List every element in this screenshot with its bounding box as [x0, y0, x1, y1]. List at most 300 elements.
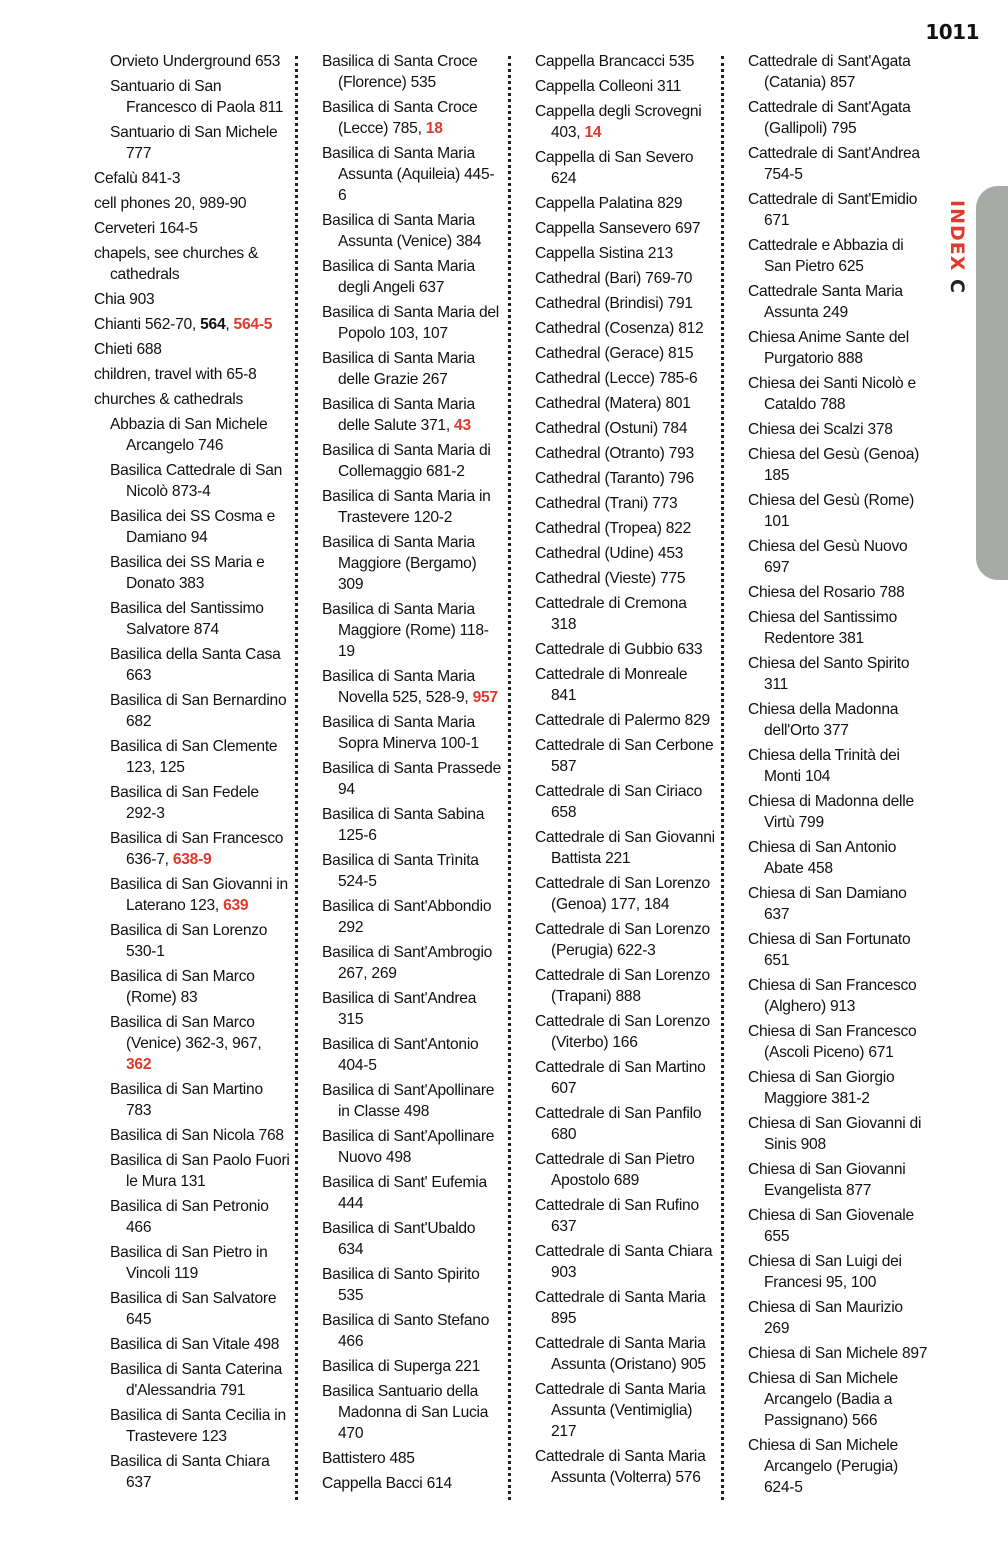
entry-text: Cattedrale di San Lorenzo (Perugia) 622-3: [535, 921, 710, 959]
index-entry: [322, 1126, 502, 1168]
index-entry: [535, 418, 715, 439]
index-subentry: [94, 920, 290, 962]
index-entry: [322, 348, 502, 390]
entry-text: Chiesa del Gesù (Genoa) 185: [748, 446, 920, 484]
entry-text: Basilica di San Francesco 636-7,: [110, 830, 284, 868]
entry-text: Chiesa di San Giovenale 655: [748, 1207, 914, 1245]
index-entry: [535, 393, 715, 414]
entry-text: Cattedrale di Sant'Agata (Catania) 857: [748, 53, 911, 91]
index-entry: [748, 883, 928, 925]
entry-text: Cattedrale di San Lorenzo (Genoa) 177, 184: [535, 875, 710, 913]
entry-text: Basilica di Sant'Antonio 404-5: [322, 1036, 479, 1074]
entry-text: Santuario di San Michele 777: [110, 124, 278, 162]
index-entry: [322, 1310, 502, 1352]
index-subentry: [94, 874, 290, 916]
index-entry: [535, 593, 715, 635]
entry-text: Basilica di San Vitale 498: [110, 1336, 280, 1353]
entry-text: Cattedrale di Monreale 841: [535, 666, 688, 704]
entry-text: Chieti 688: [94, 341, 162, 358]
page-number: 1011: [925, 20, 979, 44]
entry-text: Basilica di Santo Spirito 535: [322, 1266, 480, 1304]
entry-text: Cathedral (Taranto) 796: [535, 470, 694, 487]
index-subentry: [94, 1012, 290, 1075]
entry-text: Basilica di Sant'Apollinare Nuovo 498: [322, 1128, 495, 1166]
index-entry: [322, 804, 502, 846]
index-entry: [94, 193, 290, 214]
index-entry: [322, 599, 502, 662]
index-entry: [322, 210, 502, 252]
index-entry: [535, 1446, 715, 1488]
index-entry: [748, 373, 928, 415]
index-entry: [535, 639, 715, 660]
entry-text: Chiesa del Santo Spirito 311: [748, 655, 910, 693]
index-entry: [322, 942, 502, 984]
column-divider: [295, 56, 298, 1500]
index-entry: [535, 293, 715, 314]
entry-text: Chiesa del Gesù Nuovo 697: [748, 538, 908, 576]
entry-text: Cathedral (Ostuni) 784: [535, 420, 688, 437]
entry-text: Chianti 562-70,: [94, 316, 201, 333]
entry-text: Chiesa del Gesù (Rome) 101: [748, 492, 915, 530]
entry-text: Basilica di Santa Maria in Trastevere 120-2: [322, 488, 491, 526]
entry-text: Battistero 485: [322, 1450, 415, 1467]
entry-text: Cappella di San Severo 624: [535, 149, 694, 187]
entry-text: Basilica di San Giovanni in Laterano 123,: [110, 876, 288, 914]
index-section-label: [942, 200, 972, 320]
index-entry: [322, 1218, 502, 1260]
index-entry: [322, 532, 502, 595]
index-entry: [322, 712, 502, 754]
entry-text: Cattedrale di San Martino 607: [535, 1059, 706, 1097]
index-subentry: [94, 552, 290, 594]
entry-text: Cathedral (Otranto) 793: [535, 445, 694, 462]
index-column-4: [748, 51, 928, 1502]
entry-text: Chiesa di San Fortunato 651: [748, 931, 911, 969]
entry-text: Cattedrale di Santa Chiara 903: [535, 1243, 713, 1281]
index-subentry: [94, 1242, 290, 1284]
entry-text: Basilica di Sant' Eufemia 444: [322, 1174, 487, 1212]
index-entry: [535, 243, 715, 264]
index-entry: [535, 518, 715, 539]
index-entry: [748, 97, 928, 139]
index-entry: [322, 256, 502, 298]
entry-text: Cattedrale di San Cerbone 587: [535, 737, 714, 775]
entry-text: Cattedrale di Palermo 829: [535, 712, 710, 729]
index-entry: [322, 896, 502, 938]
index-entry: [322, 1448, 502, 1469]
entry-text: Chiesa di San Giorgio Maggiore 381-2: [748, 1069, 895, 1107]
entry-text: Chiesa di San Maurizio 269: [748, 1299, 903, 1337]
page-ref-highlight: 564-5: [233, 316, 273, 333]
index-entry: [535, 1195, 715, 1237]
index-entry: [748, 1251, 928, 1293]
index-subentry: [94, 1288, 290, 1330]
entry-text: Basilica Santuario della Madonna di San Lucia 470: [322, 1383, 489, 1442]
entry-text: Chiesa di San Francesco (Ascoli Piceno) 671: [748, 1023, 917, 1061]
index-entry: [535, 101, 715, 143]
entry-text: Basilica di San Paolo Fuori le Mura 131: [110, 1152, 290, 1190]
entry-text: Santuario di San Francesco di Paola 811: [110, 78, 284, 116]
entry-text: Cappella Sistina 213: [535, 245, 674, 262]
index-entry: [748, 607, 928, 649]
index-entry: [748, 837, 928, 879]
index-entry: [322, 850, 502, 892]
index-entry: [535, 568, 715, 589]
index-entry: [94, 218, 290, 239]
column-divider: [508, 56, 511, 1500]
index-entry: [535, 343, 715, 364]
entry-text: Basilica di Sant'Andrea 315: [322, 990, 477, 1028]
index-subentry: [94, 690, 290, 732]
index-entry: [535, 1287, 715, 1329]
index-entry: [748, 929, 928, 971]
index-entry: [535, 218, 715, 239]
entry-text: Cathedral (Matera) 801: [535, 395, 691, 412]
entry-text: Cattedrale di San Panfilo 680: [535, 1105, 702, 1143]
entry-text: Cattedrale di Sant'Andrea 754-5: [748, 145, 920, 183]
index-entry: [322, 666, 502, 708]
page-ref-highlight: 362: [126, 1056, 152, 1073]
index-subentry: [94, 598, 290, 640]
index-entry: [322, 1473, 502, 1494]
entry-text: Basilica di San Salvatore 645: [110, 1290, 277, 1328]
index-column-2: [322, 51, 502, 1498]
index-label-letter: C: [946, 279, 968, 295]
entry-text: Basilica di Santa Trìnita 524-5: [322, 852, 479, 890]
entry-text: Orvieto Underground 653: [110, 53, 281, 70]
index-subentry: [94, 1405, 290, 1447]
entry-text: Cattedrale di Gubbio 633: [535, 641, 703, 658]
page-ref-highlight: 43: [454, 417, 471, 434]
entry-text: chapels, see churches & cathedrals: [94, 245, 259, 283]
index-entry: [748, 189, 928, 231]
entry-text: Basilica di Santa Maria Novella 525, 528-9,: [322, 668, 475, 706]
entry-text: Cattedrale di Cremona 318: [535, 595, 687, 633]
entry-text: Cattedrale e Abbazia di San Pietro 625: [748, 237, 904, 275]
entry-text: Chiesa di San Francesco (Alghero) 913: [748, 977, 917, 1015]
entry-text: Cattedrale di Santa Maria Assunta (Ventimiglia) 217: [535, 1381, 706, 1440]
index-subentry: [94, 736, 290, 778]
entry-text: Cefalù 841-3: [94, 170, 181, 187]
index-entry: [322, 1356, 502, 1377]
index-entry: [748, 444, 928, 486]
index-subentry: [94, 782, 290, 824]
index-subentry: [94, 644, 290, 686]
index-subentry: [94, 460, 290, 502]
entry-text: Chiesa di San Luigi dei Francesi 95, 100: [748, 1253, 902, 1291]
entry-text: Basilica di San Petronio 466: [110, 1198, 269, 1236]
entry-text: Basilica di Santa Maria Maggiore (Bergamo) 309: [322, 534, 477, 593]
entry-text: Cappella Sansevero 697: [535, 220, 701, 237]
index-subentry: [94, 1079, 290, 1121]
index-entry: [748, 1067, 928, 1109]
index-label-word: INDEX: [946, 200, 968, 272]
index-entry: [94, 389, 290, 410]
entry-text: Cathedral (Cosenza) 812: [535, 320, 704, 337]
index-entry: [94, 314, 290, 335]
entry-text: Chiesa di San Damiano 637: [748, 885, 907, 923]
index-entry: [535, 827, 715, 869]
entry-text: Chiesa dei Santi Nicolò e Cataldo 788: [748, 375, 916, 413]
index-entry: [748, 791, 928, 833]
entry-text: Basilica di Santa Maria delle Grazie 267: [322, 350, 475, 388]
entry-text: ,: [225, 316, 234, 333]
index-entry: [535, 543, 715, 564]
index-entry: [535, 1103, 715, 1145]
index-subentry: [94, 1451, 290, 1493]
index-entry: [94, 289, 290, 310]
index-entry: [94, 364, 290, 385]
index-entry: [535, 1149, 715, 1191]
page-ref-bold: 564: [200, 316, 226, 333]
entry-text: Basilica di San Marco (Venice) 362-3, 967,: [110, 1014, 262, 1052]
entry-text: Cattedrale di San Ciriaco 658: [535, 783, 703, 821]
index-entry: [535, 873, 715, 915]
index-entry: [748, 1297, 928, 1339]
entry-text: Basilica di Santa Maria degli Angeli 637: [322, 258, 475, 296]
entry-text: Basilica di Santa Maria Assunta (Venice) 384: [322, 212, 482, 250]
index-entry: [535, 368, 715, 389]
index-entry: [748, 699, 928, 741]
index-entry: [535, 735, 715, 777]
entry-text: Cathedral (Brindisi) 791: [535, 295, 693, 312]
index-subentry: [94, 414, 290, 456]
page-ref-highlight: 957: [472, 689, 498, 706]
page-ref-highlight: 14: [584, 124, 602, 141]
index-entry: [748, 536, 928, 578]
index-entry: [535, 1011, 715, 1053]
index-entry: [322, 97, 502, 139]
entry-text: Abbazia di San Michele Arcangelo 746: [110, 416, 268, 454]
entry-text: Basilica di Santa Chiara 637: [110, 1453, 270, 1491]
index-subentry: [94, 76, 290, 118]
entry-text: Basilica di Sant'Ubaldo 634: [322, 1220, 476, 1258]
entry-text: Basilica di Sant'Ambrogio 267, 269: [322, 944, 493, 982]
entry-text: Cappella Palatina 829: [535, 195, 683, 212]
entry-text: Basilica di San Pietro in Vincoli 119: [110, 1244, 268, 1282]
entry-text: Cathedral (Tropea) 822: [535, 520, 692, 537]
index-subentry: [94, 1359, 290, 1401]
entry-text: Cattedrale di San Rufino 637: [535, 1197, 699, 1235]
entry-text: Basilica di San Marco (Rome) 83: [110, 968, 255, 1006]
entry-text: Cattedrale di San Giovanni Battista 221: [535, 829, 715, 867]
index-subentry: [94, 966, 290, 1008]
index-entry: [748, 419, 928, 440]
index-subentry: [94, 506, 290, 548]
entry-text: Basilica di Santa Prassede 94: [322, 760, 501, 798]
entry-text: Basilica di Santa Maria delle Salute 371,: [322, 396, 475, 434]
index-entry: [535, 268, 715, 289]
entry-text: Cattedrale di San Lorenzo (Trapani) 888: [535, 967, 710, 1005]
entry-text: Chiesa della Trinità dei Monti 104: [748, 747, 900, 785]
entry-text: Basilica di San Lorenzo 530-1: [110, 922, 268, 960]
entry-text: Basilica di Santa Caterina d'Alessandria 791: [110, 1361, 283, 1399]
entry-text: cell phones 20, 989-90: [94, 195, 247, 212]
entry-text: Basilica di Santa Maria di Collemaggio 681-2: [322, 442, 491, 480]
index-subentry: [94, 1150, 290, 1192]
index-subentry: [94, 1196, 290, 1238]
index-entry: [94, 243, 290, 285]
index-entry: [748, 1343, 928, 1364]
entry-text: Basilica di San Clemente 123, 125: [110, 738, 278, 776]
index-entry: [535, 193, 715, 214]
index-entry: [748, 143, 928, 185]
entry-text: Chiesa di San Michele 897: [748, 1345, 928, 1362]
entry-text: Cattedrale di Sant'Emidio 671: [748, 191, 918, 229]
entry-text: Cathedral (Bari) 769-70: [535, 270, 693, 287]
index-entry: [94, 339, 290, 360]
index-entry: [748, 1159, 928, 1201]
index-entry: [748, 975, 928, 1017]
entry-text: Chiesa di San Giovanni di Sinis 908: [748, 1115, 922, 1153]
entry-text: Cattedrale di Santa Maria 895: [535, 1289, 706, 1327]
index-entry: [535, 710, 715, 731]
index-subentry: [94, 51, 290, 72]
entry-text: Chiesa di San Michele Arcangelo (Badia a Passignano) 566: [748, 1370, 898, 1429]
entry-text: Basilica di San Martino 783: [110, 1081, 263, 1119]
index-entry: [322, 1172, 502, 1214]
entry-text: Basilica di Santa Cecilia in Trastevere 123: [110, 1407, 286, 1445]
index-entry: [748, 1368, 928, 1431]
entry-text: Cattedrale di Santa Maria Assunta (Oristano) 905: [535, 1335, 706, 1373]
index-entry: [94, 168, 290, 189]
index-entry: [748, 327, 928, 369]
index-entry: [322, 440, 502, 482]
index-entry: [322, 758, 502, 800]
index-entry: [535, 443, 715, 464]
page-ref-highlight: 18: [425, 120, 443, 137]
entry-text: Chiesa della Madonna dell'Orto 377: [748, 701, 899, 739]
entry-text: Basilica di Santa Maria del Popolo 103, 107: [322, 304, 500, 342]
entry-text: Cattedrale di Santa Maria Assunta (Volterra) 576: [535, 1448, 706, 1486]
entry-text: Basilica di Sant'Apollinare in Classe 498: [322, 1082, 495, 1120]
index-subentry: [94, 1125, 290, 1146]
entry-text: Cappella Bacci 614: [322, 1475, 452, 1492]
entry-text: Basilica di Santa Maria Maggiore (Rome) 118-19: [322, 601, 489, 660]
index-entry: [535, 1057, 715, 1099]
index-entry: [748, 235, 928, 277]
index-subentry: [94, 828, 290, 870]
index-entry: [535, 318, 715, 339]
index-entry: [748, 653, 928, 695]
index-entry: [535, 51, 715, 72]
index-entry: [748, 1205, 928, 1247]
entry-text: Chia 903: [94, 291, 155, 308]
index-entry: [322, 486, 502, 528]
entry-text: Cathedral (Gerace) 815: [535, 345, 694, 362]
index-entry: [535, 919, 715, 961]
entry-text: Chiesa del Rosario 788: [748, 584, 905, 601]
index-entry: [748, 490, 928, 532]
entry-text: Basilica della Santa Casa 663: [110, 646, 281, 684]
entry-text: Basilica di Santo Stefano 466: [322, 1312, 490, 1350]
index-entry: [535, 1379, 715, 1442]
index-entry: [535, 1333, 715, 1375]
entry-text: Basilica di Santa Maria Assunta (Aquileia) 445-6: [322, 145, 495, 204]
entry-text: Chiesa di Madonna delle Virtù 799: [748, 793, 914, 831]
entry-text: Basilica di Superga 221: [322, 1358, 481, 1375]
entry-text: Chiesa di San Michele Arcangelo (Perugia) 624-5: [748, 1437, 898, 1496]
column-divider: [721, 56, 724, 1500]
index-entry: [535, 493, 715, 514]
entry-text: Basilica di Santa Croce (Florence) 535: [322, 53, 478, 91]
index-column-1: [94, 51, 290, 1497]
entry-text: Cathedral (Trani) 773: [535, 495, 678, 512]
entry-text: Basilica dei SS Maria e Donato 383: [110, 554, 265, 592]
entry-text: Cattedrale di San Pietro Apostolo 689: [535, 1151, 695, 1189]
index-subentry: [94, 1334, 290, 1355]
entry-text: Chiesa Anime Sante del Purgatorio 888: [748, 329, 909, 367]
entry-text: Cappella Brancacci 535: [535, 53, 695, 70]
entry-text: Basilica dei SS Cosma e Damiano 94: [110, 508, 275, 546]
entry-text: Cathedral (Vieste) 775: [535, 570, 686, 587]
entry-text: Basilica del Santissimo Salvatore 874: [110, 600, 264, 638]
index-entry: [322, 394, 502, 436]
entry-text: Basilica di San Bernardino 682: [110, 692, 287, 730]
index-entry: [322, 51, 502, 93]
entry-text: Chiesa del Santissimo Redentore 381: [748, 609, 898, 647]
entry-text: Cattedrale di San Lorenzo (Viterbo) 166: [535, 1013, 710, 1051]
entry-text: Basilica di San Fedele 292-3: [110, 784, 259, 822]
page-ref-highlight: 639: [223, 897, 249, 914]
entry-text: Cathedral (Udine) 453: [535, 545, 684, 562]
page-ref-highlight: 638-9: [172, 851, 212, 868]
index-entry: [748, 745, 928, 787]
index-entry: [748, 51, 928, 93]
entry-text: Cathedral (Lecce) 785-6: [535, 370, 698, 387]
index-entry: [748, 1021, 928, 1063]
entry-text: Cattedrale di Sant'Agata (Gallipoli) 795: [748, 99, 911, 137]
index-entry: [322, 1264, 502, 1306]
index-subentry: [94, 122, 290, 164]
entry-text: children, travel with 65-8: [94, 366, 257, 383]
entry-text: Chiesa di San Antonio Abate 458: [748, 839, 897, 877]
entry-text: Cerveteri 164-5: [94, 220, 198, 237]
entry-text: Basilica di Santa Maria Sopra Minerva 100-1: [322, 714, 479, 752]
index-entry: [535, 76, 715, 97]
index-column-3: [535, 51, 715, 1492]
index-entry: [535, 1241, 715, 1283]
index-entry: [535, 664, 715, 706]
index-entry: [322, 1034, 502, 1076]
index-entry: [748, 1113, 928, 1155]
index-entry: [535, 468, 715, 489]
index-thumb-tab: [976, 186, 1008, 580]
entry-text: Cappella Colleoni 311: [535, 78, 682, 95]
entry-text: Chiesa dei Scalzi 378: [748, 421, 893, 438]
index-entry: [322, 143, 502, 206]
index-entry: [535, 147, 715, 189]
index-entry: [322, 1381, 502, 1444]
entry-text: Chiesa di San Giovanni Evangelista 877: [748, 1161, 906, 1199]
index-entry: [322, 1080, 502, 1122]
entry-text: churches & cathedrals: [94, 391, 244, 408]
entry-text: Basilica di Santa Croce (Lecce) 785,: [322, 99, 478, 137]
entry-text: Basilica di Sant'Abbondio 292: [322, 898, 492, 936]
entry-text: Basilica di San Nicola 768: [110, 1127, 284, 1144]
index-entry: [535, 781, 715, 823]
index-entry: [322, 988, 502, 1030]
entry-text: Cappella degli Scrovegni 403,: [535, 103, 702, 141]
index-entry: [748, 582, 928, 603]
entry-text: Cattedrale Santa Maria Assunta 249: [748, 283, 903, 321]
entry-text: Basilica di Santa Sabina 125-6: [322, 806, 485, 844]
index-entry: [322, 302, 502, 344]
entry-text: Basilica Cattedrale di San Nicolò 873-4: [110, 462, 283, 500]
index-entry: [748, 1435, 928, 1498]
index-entry: [535, 965, 715, 1007]
index-entry: [748, 281, 928, 323]
